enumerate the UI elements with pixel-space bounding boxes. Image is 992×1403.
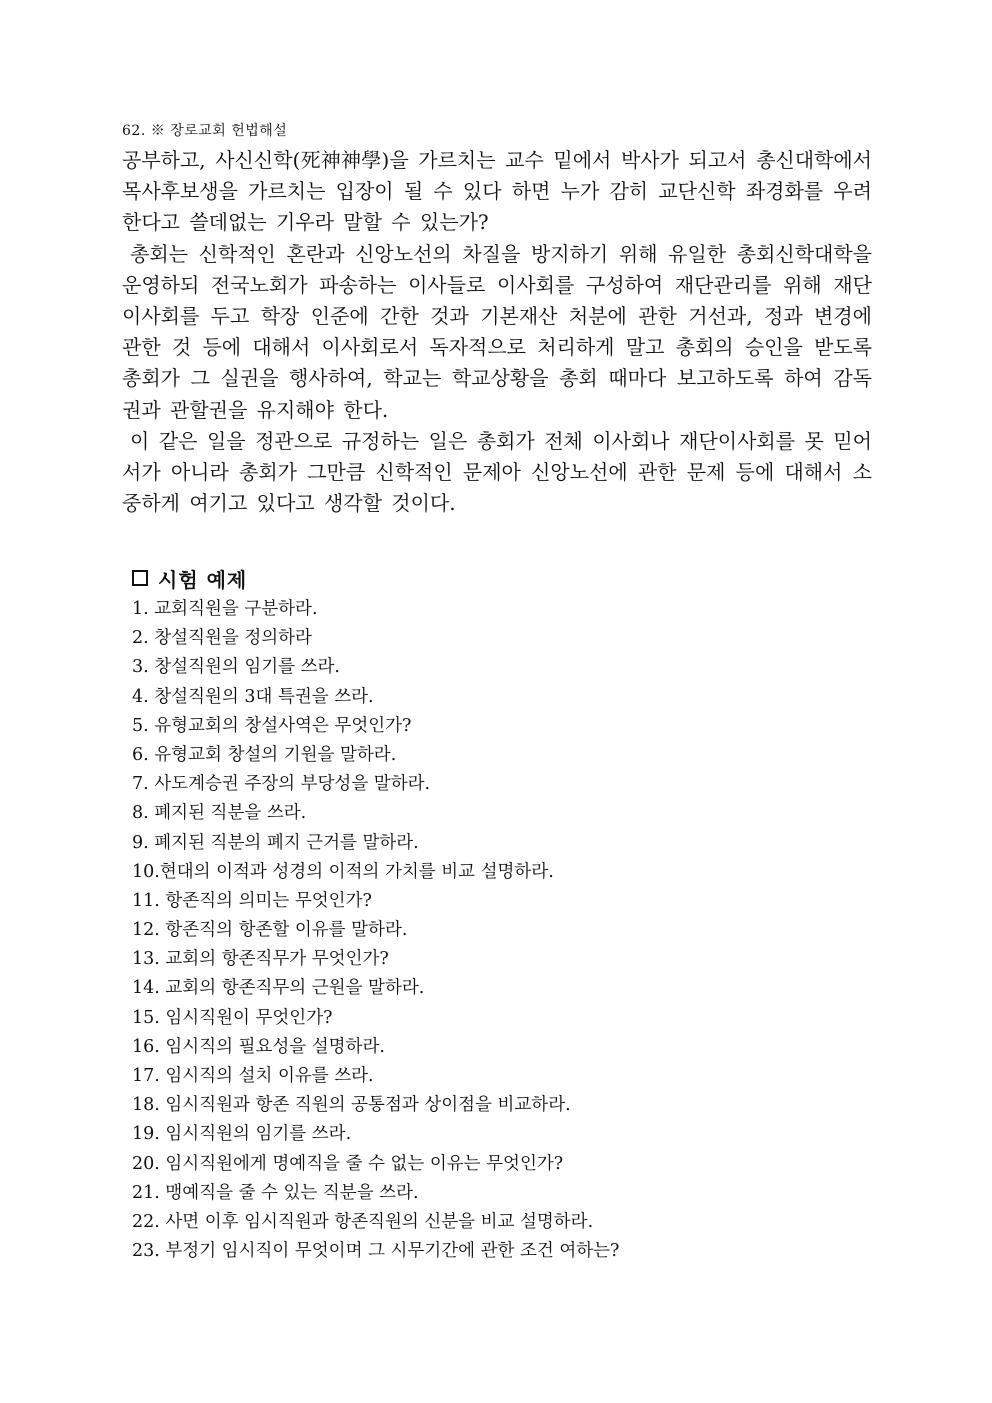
question-item: 9. 폐지된 직분의 폐지 근거를 말하라. (132, 832, 419, 853)
question-item: 23. 부정기 임시직이 무엇이며 그 시무기간에 관한 조건 여하는? (132, 1241, 620, 1262)
question-item: 2. 창설직원을 정의하라 (132, 628, 312, 649)
question-item: 5. 유형교회의 창설사역은 무엇인가? (132, 715, 412, 736)
question-item: 19. 임시직원의 임기를 쓰라. (132, 1124, 352, 1145)
paragraph: 공부하고, 사신신학(死神神學)을 가르치는 교수 밑에서 박사가 되고서 총신대학에서 목사후보생을 가르치는 입장이 될 수 있다 하면 누가 감히 교단신학 좌경화를 우려한다고 쓸데없는 기우라 말할 수 있는가? (122, 148, 872, 235)
question-item: 17. 임시직의 설치 이유를 쓰라. (132, 1066, 374, 1086)
question-item: 12. 항존직의 항존할 이유를 말하라. (132, 920, 408, 941)
question-item: 13. 교회의 항존직무가 무엇인가? (132, 949, 389, 970)
paragraph: 총회는 신학적인 혼란과 신앙노선의 차질을 방지하기 위해 유일한 총회신학대학을 운영하되 전국노회가 파송하는 이사들로 이사회를 구성하여 재단관리를 위해 재단이사회를 두고 학장 인준에 간한 것과 기본재산 처분에 관한 거선과, 정과 변경에 관한 것 등에 대해서 이사회로서 독자적으로 처리하게 말고 총회의 승인을 받도록 총회가 그 실권을 행사하여, 학교는 학교상황을 총회 때마다 보고하도록 하여 감독권과 관할권을 유지해야 한다. (122, 241, 872, 422)
question-item: 22. 사면 이후 임시직원과 항존직원의 신분을 비교 설명하라. (132, 1211, 594, 1232)
body-text (122, 145, 872, 519)
section-heading-label: 시험 예제 (158, 567, 248, 592)
question-item: 1. 교회직원을 구분하라. (132, 599, 318, 619)
running-header: 62. ※ 장로교회 헌법해설 (122, 123, 288, 139)
question-item: 20. 임시직원에게 명예직을 줄 수 없는 이유는 무엇인가? (132, 1153, 564, 1174)
exam-section (132, 563, 872, 1266)
question-item: 15. 임시직원이 무엇인가? (132, 1007, 333, 1028)
question-list (132, 595, 872, 1266)
question-item: 8. 폐지된 직분을 쓰라. (132, 803, 307, 824)
question-item: 11. 항존직의 의미는 무엇인가? (132, 890, 372, 911)
question-item: 7. 사도계승권 주장의 부당성을 말하라. (132, 774, 431, 795)
question-item: 14. 교회의 항존직무의 근원을 말하라. (132, 978, 425, 999)
question-item: 21. 맹예직을 줄 수 있는 직분을 쓰라. (132, 1182, 419, 1203)
question-item: 6. 유형교회 창설의 기원을 말하라. (132, 744, 397, 765)
paragraph: 이 같은 일을 정관으로 규정하는 일은 총회가 전체 이사회나 재단이사회를 못 믿어서가 아니라 총회가 그만큼 신학적인 문제아 신앙노선에 관한 문제 등에 대해서 소중하게 여기고 있다고 생각할 것이다. (122, 428, 872, 516)
question-item: 4. 창설직원의 3대 특권을 쓰라. (132, 686, 374, 707)
question-item: 10.현대의 이적과 성경의 이적의 가치를 비교 설명하라. (132, 861, 554, 882)
question-item: 3. 창설직원의 임기를 쓰라. (132, 657, 340, 678)
question-item: 18. 임시직원과 항존 직원의 공통점과 상이점을 비교하라. (132, 1095, 571, 1116)
checkbox-square-icon (132, 570, 148, 586)
question-item: 16. 임시직의 필요성을 설명하라. (132, 1036, 385, 1057)
section-heading (132, 563, 872, 593)
